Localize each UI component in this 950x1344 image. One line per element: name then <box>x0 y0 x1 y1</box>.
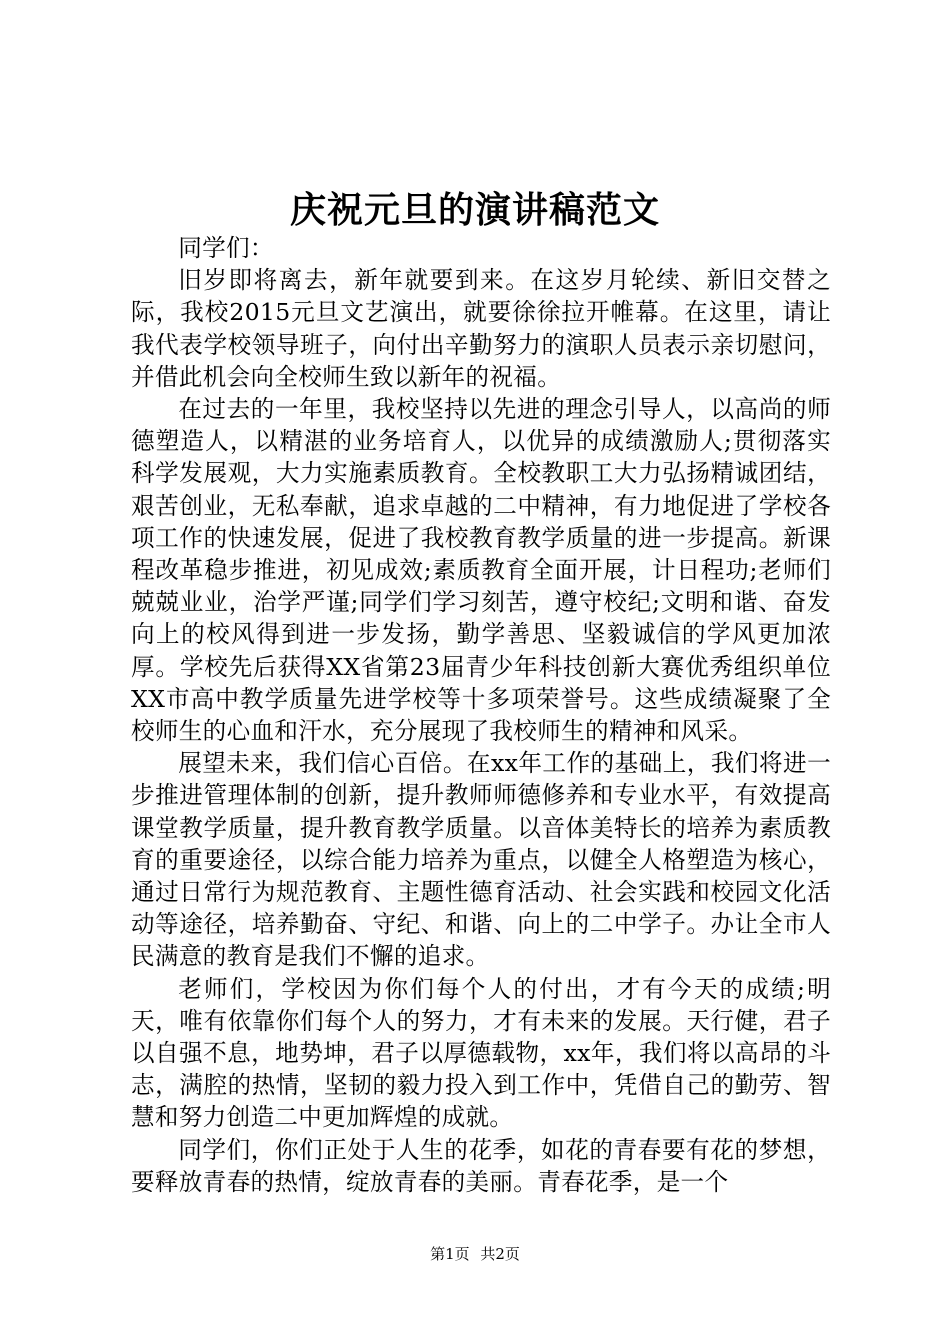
paragraph-review: 在过去的一年里，我校坚持以先进的理念引导人，以高尚的师德塑造人，以精湛的业务培育人，以优异的成绩激励人;贯彻落实科学发展观，大力实施素质教育。全校教职工大力弘扬精诚团结，艰苦创业，无私奉献，追求卓越的二中精神，有力地促进了学校各项工作的快速发展，促进了我校教育教学质量的进一步提高。新课程改革稳步推进，初见成效;素质教育全面开展，计日程功;老师们兢兢业业，治学严谨;同学们学习刻苦，遵守校纪;文明和谐、奋发向上的校风得到进一步发扬，勤学善思、坚毅诚信的学风更加浓厚。学校先后获得XX省第23届青少年科技创新大赛优秀组织单位XX市高中教学质量先进学校等十多项荣誉号。这些成绩凝聚了全校师生的心血和汗水，充分展现了我校师生的精神和风采。 <box>131 395 831 746</box>
paragraph-greeting: 同学们： <box>178 234 274 262</box>
page-number-footer: 第1页 共2页 <box>430 1245 520 1263</box>
document-body <box>131 232 831 1198</box>
paragraph-opening: 旧岁即将离去，新年就要到来。在这岁月轮续、新旧交替之际，我校2015元旦文艺演出，就要徐徐拉开帷幕。在这里，请让我代表学校领导班子，向付出辛勤努力的演职人员表示亲切慰问，并借此机会向全校师生致以新年的祝福。 <box>131 266 831 391</box>
document-title: 庆祝元旦的演讲稿范文 <box>289 189 660 231</box>
paragraph-students: 同学们，你们正处于人生的花季，如花的青春要有花的梦想，要释放青春的热情，绽放青春的美丽。青春花季，是一个 <box>131 1135 831 1196</box>
paragraph-outlook: 展望未来，我们信心百倍。在xx年工作的基础上，我们将进一步推进管理体制的创新，提升教师师德修养和专业水平，有效提高课堂教学质量，提升教育教学质量。以音体美特长的培养为素质教育的重要途径，以综合能力培养为重点，以健全人格塑造为核心，通过日常行为规范教育、主题性德育活动、社会实践和校园文化活动等途径，培养勤奋、守纪、和谐、向上的二中学子。办让全市人民满意的教育是我们不懈的追求。 <box>131 749 831 971</box>
paragraph-teachers: 老师们，学校因为你们每个人的付出，才有今天的成绩;明天，唯有依靠你们每个人的努力，才有未来的发展。天行健，君子以自强不息，地势坤，君子以厚德载物，xx年，我们将以高昂的斗志，满腔的热情，坚韧的毅力投入到工作中，凭借自己的勤劳、智慧和努力创造二中更加辉煌的成就。 <box>131 974 831 1132</box>
